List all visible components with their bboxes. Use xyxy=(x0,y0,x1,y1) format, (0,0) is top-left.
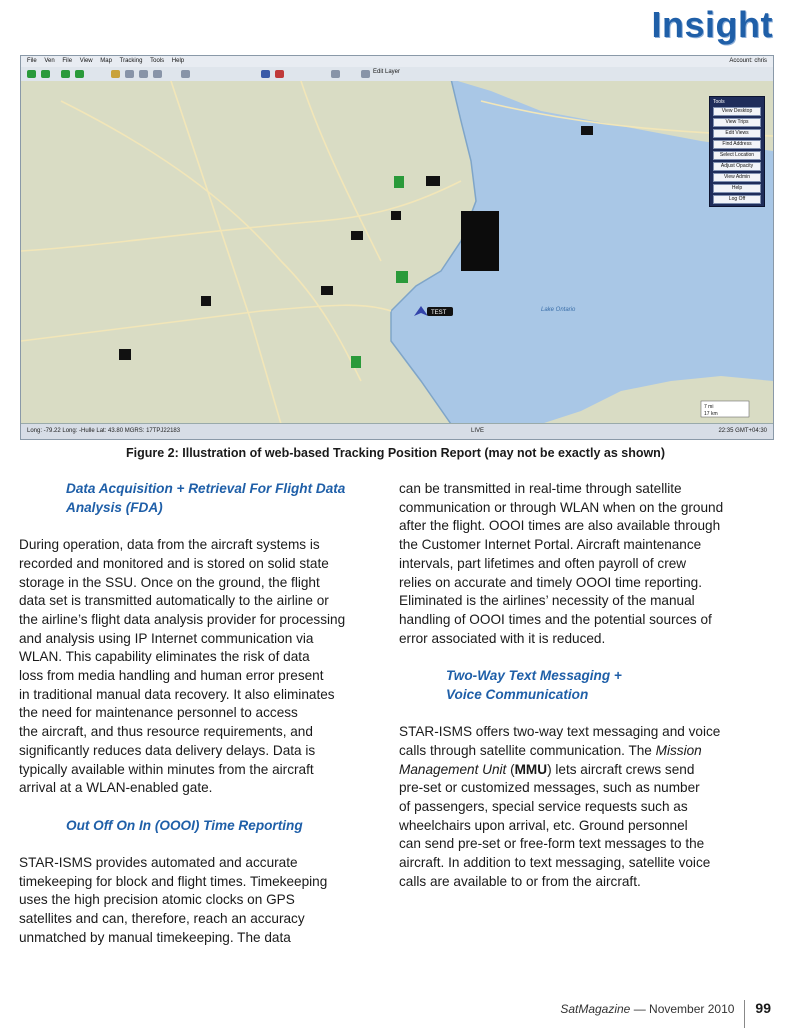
tools-panel xyxy=(709,96,765,207)
body-line: communication or through WLAN when on the ground xyxy=(399,499,724,515)
body-line: loss from media handling and human error present xyxy=(19,668,324,684)
layer-icon[interactable] xyxy=(261,70,270,78)
emphasis-text: Management Unit xyxy=(399,761,507,777)
tools-panel-title: Tools xyxy=(713,99,725,105)
clock-readout: 22:35 GMT+04:30 xyxy=(718,428,767,434)
view-admin-button[interactable]: View Admin xyxy=(713,173,761,182)
body-line: STAR-ISMS offers two-way text messaging and voice xyxy=(399,724,721,740)
app-menubar xyxy=(21,56,773,67)
edit-layer-icon[interactable] xyxy=(361,70,370,78)
body-line: the need for maintenance personnel to access xyxy=(19,705,298,721)
body-line: error associated with it is reduced. xyxy=(399,630,606,646)
figure-caption: Figure 2: Illustration of web-based Tracking Position Report (may not be exactly as shown) xyxy=(126,446,665,460)
body-line: wheelchairs upon arrival, etc. Ground personnel xyxy=(399,817,688,833)
test-callout-label: TEST xyxy=(431,310,447,316)
home-icon[interactable] xyxy=(61,70,70,78)
menu-item[interactable]: Ven xyxy=(44,58,55,64)
poi-icon[interactable] xyxy=(275,70,284,78)
menu-item[interactable]: Tools xyxy=(150,58,165,64)
body-line: after the flight. OOOI times are also available through xyxy=(399,518,721,534)
heading-messaging-line1: Two-Way Text Messaging + xyxy=(446,668,622,684)
body-line: can send pre-set or free-form text messages to the xyxy=(399,836,705,852)
log-off-button[interactable]: Log Off xyxy=(713,195,761,204)
heading-fda-line2: Analysis (FDA) xyxy=(66,499,163,515)
zoom-box-icon[interactable] xyxy=(153,70,162,78)
lake-label: Lake Ontario xyxy=(541,307,576,313)
body-line: storage in the SSU. Once on the ground, the flight xyxy=(19,574,320,590)
magazine-name: SatMagazine xyxy=(560,1002,631,1017)
left-column xyxy=(19,480,389,948)
account-label: Account: chris xyxy=(729,58,767,64)
emphasis-text: Mission xyxy=(655,742,702,758)
coordinates-readout: Long: -79.22 Long: -Hulle Lat: 43.80 MGRS: 17TPJ22183 xyxy=(27,428,181,434)
body-line: aircraft. In addition to text messaging, satellite voice xyxy=(399,855,711,871)
menu-item[interactable]: View xyxy=(79,58,93,64)
body-line: Eliminated is the airlines’ necessity of the manual xyxy=(399,593,695,609)
body-text: ( xyxy=(506,761,515,777)
body-line: significantly reduces data delivery delays. Data is xyxy=(19,742,316,758)
help-button[interactable]: Help xyxy=(713,184,761,193)
tracking-screenshot xyxy=(20,55,774,440)
body-line: calls are available to or from the aircraft. xyxy=(399,873,641,889)
body-line: uses the high precision atomic clocks on GPS xyxy=(19,892,295,908)
select-location-button[interactable]: Select Location xyxy=(713,151,761,160)
body-line: the Customer Internet Portal. Aircraft maintenance xyxy=(399,537,702,553)
body-line: and analysis using IP Internet communication via xyxy=(19,630,314,646)
body-line: typically available within minutes from the aircraft xyxy=(19,761,314,777)
issue-date: — November 2010 xyxy=(630,1002,735,1017)
body-line: of passengers, special service requests such as xyxy=(399,798,688,814)
zoom-in-icon[interactable] xyxy=(125,70,134,78)
app-toolbar xyxy=(21,67,773,82)
forward-icon[interactable] xyxy=(41,70,50,78)
body-text: calls through satellite communication. The xyxy=(399,742,656,758)
body-line: timekeeping for block and flight times. Timekeeping xyxy=(19,873,328,889)
tracking-map[interactable] xyxy=(21,81,773,424)
body-line: During operation, data from the aircraft systems is xyxy=(19,537,320,553)
heading-messaging-line2: Voice Communication xyxy=(446,686,589,702)
page-footer xyxy=(560,996,771,1024)
body-line: data set is transmitted automatically to the airline or xyxy=(19,593,329,609)
menu-item[interactable]: File xyxy=(62,58,73,64)
back-icon[interactable] xyxy=(27,70,36,78)
menu-item[interactable]: File xyxy=(27,58,37,64)
scale-km-label: 17 km xyxy=(704,411,718,417)
menu-item[interactable]: Tracking xyxy=(119,58,143,64)
body-line: handling of OOOI times and the potential sources of xyxy=(399,611,712,627)
body-line: satellites and can, therefore, reach an accuracy xyxy=(19,911,305,927)
body-line: WLAN. This capability eliminates the risk of data xyxy=(19,649,310,665)
edit-layer-label[interactable]: Edit Layer xyxy=(373,69,401,75)
body-line xyxy=(399,742,769,761)
body-line: intervals, part lifetimes and often payroll of crew xyxy=(399,555,687,571)
body-line: unmatched by manual timekeeping. The data xyxy=(19,929,291,945)
view-desktop-button[interactable]: View Desktop xyxy=(713,107,761,116)
pan-icon[interactable] xyxy=(111,70,120,78)
edit-views-button[interactable]: Edit Views xyxy=(713,129,761,138)
body-line: relies on accurate and timely OOOI time reporting. xyxy=(399,574,702,590)
mode-indicator: LIVE xyxy=(471,428,485,434)
menu-item[interactable]: Help xyxy=(171,58,185,64)
mmu-acronym: MMU xyxy=(514,761,548,777)
heading-oooi: Out Off On In (OOOI) Time Reporting xyxy=(66,817,303,833)
body-line: can be transmitted in real-time through satellite xyxy=(399,481,682,496)
print-icon[interactable] xyxy=(331,70,340,78)
measure-icon[interactable] xyxy=(181,70,190,78)
adjust-opacity-button[interactable]: Adjust Opacity xyxy=(713,162,761,171)
right-column xyxy=(399,480,769,891)
app-statusbar xyxy=(21,423,773,439)
body-line: recorded and monitored and is stored on solid state xyxy=(19,555,329,571)
section-title: Insight xyxy=(651,4,773,45)
body-line: the airline’s flight data analysis provider for processing xyxy=(19,611,346,627)
view-trips-button[interactable]: View Trips xyxy=(713,118,761,127)
page-number: 99 xyxy=(755,1000,771,1017)
body-line: the aircraft, and thus resource requirements, and xyxy=(19,724,313,740)
zoom-out-icon[interactable] xyxy=(139,70,148,78)
heading-fda-line1: Data Acquisition + Retrieval For Flight Data xyxy=(66,481,346,496)
body-text: ) lets aircraft crews send xyxy=(547,761,695,777)
menu-item[interactable]: Map xyxy=(100,58,112,64)
find-address-button[interactable]: Find Address xyxy=(713,140,761,149)
body-line: in traditional manual data recovery. It also eliminates xyxy=(19,686,335,702)
body-line: pre-set or customized messages, such as number xyxy=(399,780,700,796)
scale-mi-label: 7 mi xyxy=(704,404,714,410)
body-line: arrival at a WLAN-enabled gate. xyxy=(19,780,213,796)
body-line: STAR-ISMS provides automated and accurate xyxy=(19,855,298,871)
refresh-icon[interactable] xyxy=(75,70,84,78)
body-line xyxy=(399,761,769,780)
